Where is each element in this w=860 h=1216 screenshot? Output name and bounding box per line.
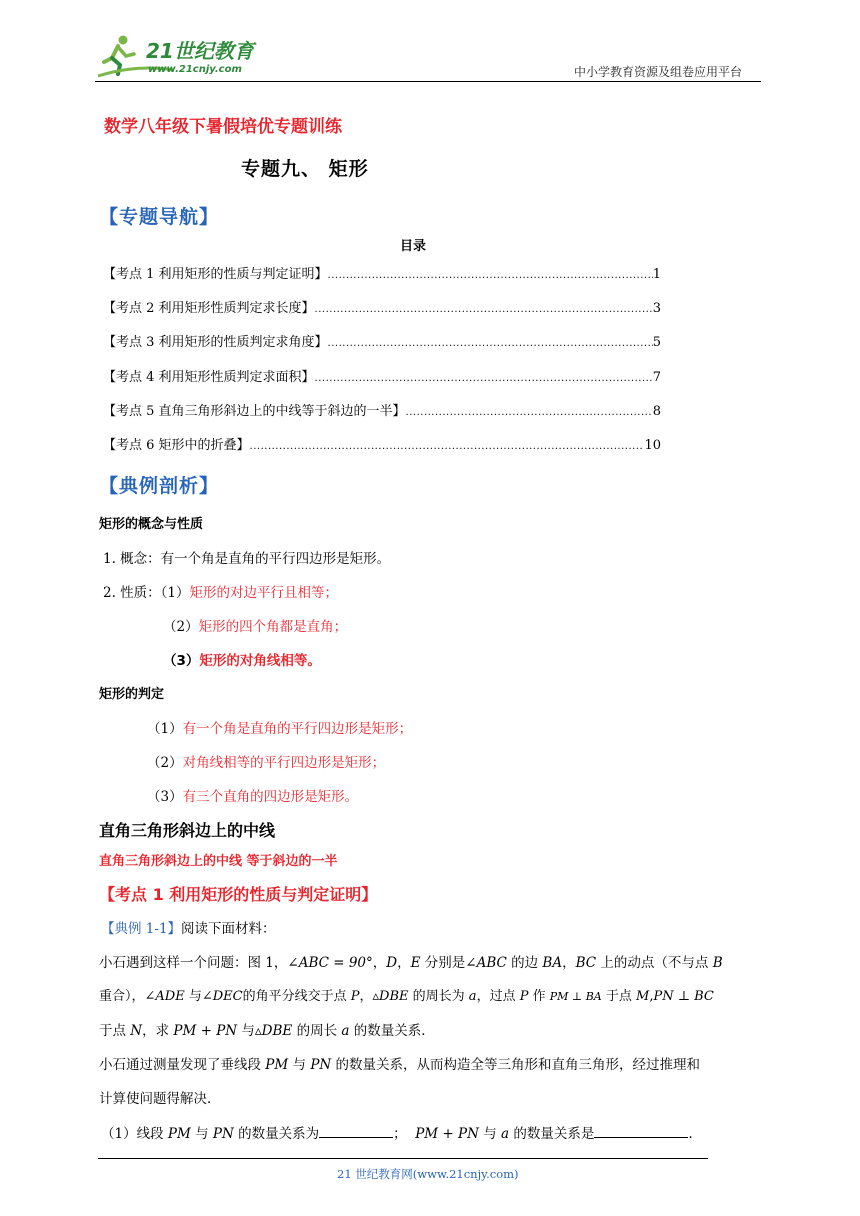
toc-item-label: 【考点 2 利用矩形性质判定求长度】	[103, 301, 315, 316]
example-intro: 【典例 1-1】阅读下面材料：	[101, 921, 276, 937]
logo	[96, 34, 271, 80]
question-1: （1）线段 PM 与 PN 的数量关系为 ； PM + PN 与 a 的数量关系是 .	[101, 1126, 693, 1142]
property-line-3: （3）矩形的对角线相等。	[163, 653, 321, 669]
judge-item-2: （2）对角线相等的平行四边形是矩形；	[147, 755, 386, 771]
toc-item-page: 3	[652, 301, 661, 316]
topic-title: 专题九、 矩形	[241, 158, 369, 180]
header-platform-text: 中小学教育资源及组卷应用平台	[574, 65, 743, 79]
definition-line: 1. 概念：有一个角是直角的平行四边形是矩形。	[103, 551, 391, 567]
logo-text: 21世纪教育	[146, 39, 254, 63]
median-heading: 直角三角形斜边上的中线	[99, 821, 276, 840]
example-label: 【典例 1-1】	[101, 921, 182, 937]
example-paragraph-line-2: 重合），∠ADE 与∠DEC的角平分线交于点 P，▵DBE 的周长为 a，过点 P 作 PM ⊥ BA 于点 M,PN ⊥ BC	[99, 989, 714, 1004]
property-line-1: 2. 性质：（1）矩形的对边平行且相等；	[103, 585, 339, 601]
kaodian-1-heading: 【考点 1 利用矩形的性质与判定证明】	[99, 885, 378, 904]
answer-blank-2[interactable]	[594, 1124, 688, 1138]
example-paragraph-line-1: 小石遇到这样一个问题：图 1，∠ABC = 90°，D，E 分别是∠ABC 的边 BA，BC 上的动点（不与点 B	[99, 955, 723, 971]
toc-item-label: 【考点 1 利用矩形的性质与判定证明】	[103, 267, 328, 282]
toc-item[interactable]	[103, 434, 661, 453]
median-rule: 直角三角形斜边上的中线 等于斜边的一半	[99, 854, 338, 869]
toc-item-label: 【考点 3 利用矩形的性质判定求角度】	[103, 335, 328, 350]
toc-item-page: 8	[652, 404, 661, 419]
toc-item-label: 【考点 4 利用矩形性质判定求面积】	[103, 370, 315, 385]
section-topic-navigation: 【专题导航】	[99, 206, 220, 228]
answer-blank-1[interactable]	[319, 1124, 393, 1138]
toc-item-page: 7	[652, 370, 661, 385]
toc-title: 目录	[400, 239, 427, 254]
concept-heading: 矩形的概念与性质	[99, 517, 204, 532]
document-title: 数学八年级下暑假培优专题训练	[104, 117, 342, 137]
example-paragraph-line-3: 于点 N，求 PM + PN 与▵DBE 的周长 a 的数量关系．	[99, 1023, 435, 1039]
example-paragraph-line-4: 小石通过测量发现了垂线段 PM 与 PN 的数量关系，从而构造全等三角形和直角三角形，经过推理和	[99, 1057, 701, 1073]
toc-item[interactable]	[103, 331, 661, 350]
judge-item-1: （1）有一个角是直角的平行四边形是矩形；	[147, 721, 413, 737]
footer-link[interactable]: 21 世纪教育网(www.21cnjy.com)	[337, 1167, 519, 1181]
toc-item[interactable]	[103, 263, 661, 282]
example-paragraph-line-5: 计算使问题得解决．	[99, 1091, 221, 1107]
header-divider	[95, 81, 761, 82]
toc-item-page: 10	[644, 438, 661, 453]
toc-item[interactable]	[103, 297, 661, 316]
section-examples: 【典例剖析】	[99, 475, 220, 497]
toc-item-label: 【考点 6 矩形中的折叠】	[103, 438, 250, 453]
toc-item-page: 5	[652, 335, 661, 350]
toc-item[interactable]	[103, 400, 661, 419]
toc-item[interactable]	[103, 366, 661, 385]
footer-divider	[98, 1158, 708, 1159]
judge-heading: 矩形的判定	[99, 687, 165, 702]
logo-url: www.21cnjy.com	[148, 64, 242, 75]
toc-item-label: 【考点 5 直角三角形斜边上的中线等于斜边的一半】	[103, 404, 406, 419]
toc-item-page: 1	[652, 267, 661, 282]
property-line-2: （2）矩形的四个角都是直角；	[163, 619, 348, 635]
judge-item-3: （3）有三个直角的四边形是矩形。	[147, 789, 359, 805]
